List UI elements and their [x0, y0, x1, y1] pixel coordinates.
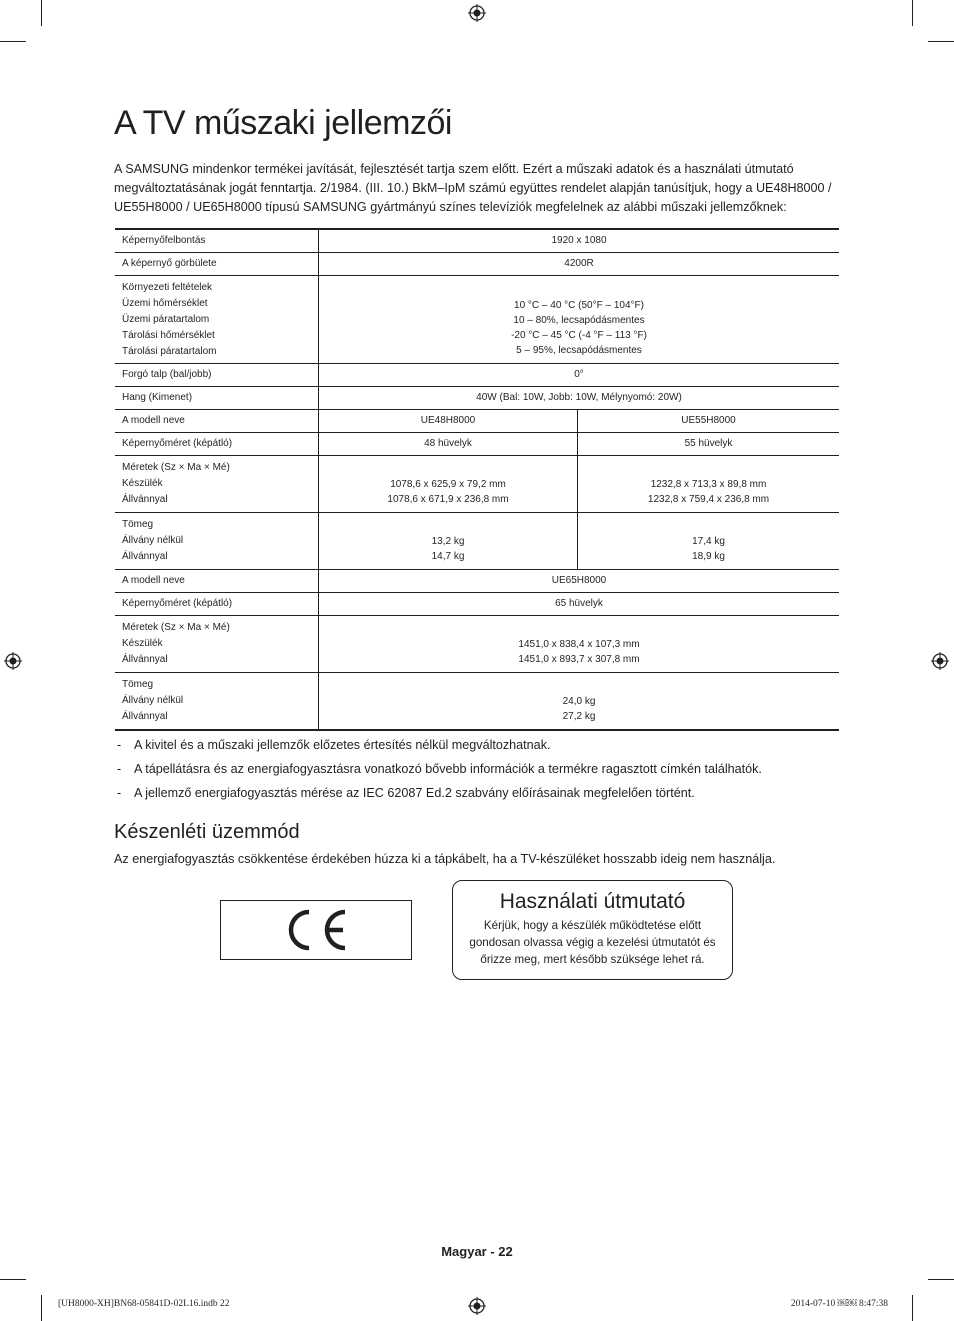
env-label: Tárolási páratartalom — [122, 345, 217, 357]
dims-with-stand: 1451,0 x 893,7 x 307,8 mm — [518, 653, 640, 665]
table-row — [115, 672, 839, 730]
spec-label — [115, 275, 319, 363]
footer-file-info: [UH8000-XH]BN68-05841D-02L16.indb 22 — [58, 1299, 230, 1309]
dims-label: Állvánnyal — [122, 653, 168, 665]
env-label: Tárolási hőmérséklet — [122, 329, 215, 341]
env-value: 10 °C – 40 °C (50°F – 104°F) — [514, 299, 644, 311]
screen-size: 48 hüvelyk — [319, 432, 578, 455]
weight-label: Állvánnyal — [122, 550, 168, 562]
table-row — [115, 409, 839, 432]
spec-label: Képernyőfelbontás — [115, 229, 319, 252]
spec-label: Képernyőméret (képátló) — [115, 592, 319, 615]
spec-label — [115, 455, 319, 512]
weight-no-stand: 13,2 kg — [431, 535, 465, 547]
weight-no-stand: 17,4 kg — [692, 535, 725, 547]
ce-mark-box — [220, 900, 412, 960]
weight-value — [578, 512, 840, 569]
weight-value — [319, 512, 578, 569]
env-value: 5 – 95%, lecsapódásmentes — [516, 344, 642, 356]
spec-label: Forgó talp (bal/jobb) — [115, 363, 319, 386]
dims-label: Állvánnyal — [122, 493, 168, 505]
crop-mark — [41, 0, 42, 26]
table-row — [115, 569, 839, 592]
dims-with-stand: 1078,6 x 671,9 x 236,8 mm — [387, 493, 509, 505]
weight-label: Állvány nélkül — [122, 534, 184, 546]
list-item — [114, 760, 762, 784]
notice-title: Használati útmutató — [499, 890, 686, 913]
dims-label: Méretek (Sz × Ma × Mé) — [122, 621, 230, 633]
weight-with-stand: 18,9 kg — [692, 550, 725, 562]
crop-mark — [41, 1295, 42, 1321]
screen-size: 65 hüvelyk — [319, 592, 840, 615]
notice-text — [453, 917, 732, 968]
bullet-dash: - — [117, 786, 122, 800]
dimensions-value — [319, 455, 578, 512]
crop-mark — [0, 41, 26, 42]
model-name: UE48H8000 — [319, 409, 578, 432]
notes-list — [114, 736, 762, 808]
weight-label: Állvánnyal — [122, 710, 168, 722]
model-name: UE65H8000 — [319, 569, 840, 592]
dims-label: Készülék — [122, 637, 163, 649]
crop-mark — [0, 1279, 26, 1280]
bullet-dash: - — [117, 762, 122, 776]
weight-value — [319, 672, 840, 730]
crop-mark — [912, 0, 913, 26]
notice-line: gondosan olvassa végig a kezelési útmutatót és — [469, 936, 716, 949]
table-row — [115, 252, 839, 275]
note-text: A tápellátásra és az energiafogyasztásra vonatkozó bővebb információk a termékre ragasztott címkén találhatók. — [134, 762, 762, 776]
spec-value: 40W (Bal: 10W, Jobb: 10W, Mélynyomó: 20W) — [319, 386, 840, 409]
env-label: Környezeti feltételek — [122, 281, 213, 293]
registration-mark-icon — [468, 4, 486, 22]
table-row — [115, 512, 839, 569]
crop-mark — [928, 41, 954, 42]
page-number — [0, 1244, 954, 1259]
spec-label: A modell neve — [115, 409, 319, 432]
table-row — [115, 275, 839, 363]
dims-with-stand: 1232,8 x 759,4 x 236,8 mm — [647, 493, 770, 505]
spec-table — [115, 228, 839, 731]
standby-heading: Készenléti üzemmód — [114, 821, 300, 843]
weight-with-stand: 27,2 kg — [562, 710, 596, 722]
spec-label: A modell neve — [115, 569, 319, 592]
env-label: Üzemi páratartalom — [122, 313, 210, 325]
weight-with-stand: 14,7 kg — [431, 550, 465, 562]
intro-paragraph: A SAMSUNG mindenkor termékei javítását, fejlesztését tartja szem előtt. Ezért a műszaki adatok és a használati útmutató megváltoztatásának jogát fenntartja. 2/1984. (III. 10.) BkM–IpM számú együttes rendelet alapján tanúsítjuk, hogy a UE48H8000 / UE55H8000 / UE65H8000 típusú SAMSUNG gyártmányú színes televíziók megfelelnek az alábbi műszaki jellemzőknek: — [114, 162, 832, 214]
spec-label — [115, 512, 319, 569]
ce-mark-icon — [283, 908, 349, 952]
spec-label: Hang (Kimenet) — [115, 386, 319, 409]
spec-label: A képernyő görbülete — [115, 252, 319, 275]
table-row — [115, 386, 839, 409]
crop-mark — [912, 1295, 913, 1321]
crop-mark — [928, 1279, 954, 1280]
user-manual-notice — [452, 880, 733, 980]
weight-no-stand: 24,0 kg — [562, 695, 596, 707]
weight-label: Tömeg — [122, 678, 154, 690]
list-item — [114, 784, 762, 808]
list-item — [114, 736, 762, 760]
dimensions-value — [319, 615, 840, 672]
notice-line: őrizze meg, mert később szüksége lehet rá. — [480, 953, 705, 966]
env-value: 10 – 80%, lecsapódásmentes — [513, 314, 645, 326]
dims-device: 1451,0 x 838,4 x 107,3 mm — [518, 638, 640, 650]
registration-mark-icon — [4, 652, 22, 670]
notice-line: Kérjük, hogy a készülék működtetése előtt — [483, 919, 702, 932]
dims-device: 1232,8 x 713,3 x 89,8 mm — [650, 478, 767, 490]
page-title: A TV műszaki jellemzői — [114, 104, 452, 142]
table-row — [115, 432, 839, 455]
dims-label: Készülék — [122, 477, 163, 489]
spec-label — [115, 615, 319, 672]
spec-value — [319, 275, 840, 363]
screen-size: 55 hüvelyk — [578, 432, 840, 455]
table-row — [115, 363, 839, 386]
spec-value: 1920 x 1080 — [551, 235, 607, 247]
weight-label: Tömeg — [122, 518, 154, 530]
env-label: Üzemi hőmérséklet — [122, 297, 208, 309]
table-row — [115, 455, 839, 512]
dims-label: Méretek (Sz × Ma × Mé) — [122, 461, 230, 473]
spec-label: Képernyőméret (képátló) — [115, 432, 319, 455]
standby-text: Az energiafogyasztás csökkentése érdekében húzza ki a tápkábelt, ha a TV-készüléket hosszabb ideig nem használja. — [114, 852, 776, 866]
bullet-dash: - — [117, 738, 122, 752]
table-row — [115, 229, 839, 252]
registration-mark-icon — [931, 652, 949, 670]
spec-value: 0° — [319, 363, 840, 386]
table-row — [115, 615, 839, 672]
footer-timestamp: 2014-07-10 ￼￼ 8:47:38 — [790, 1299, 888, 1309]
spec-value: 4200R — [319, 252, 840, 275]
dims-device: 1078,6 x 625,9 x 79,2 mm — [390, 478, 506, 490]
page-number-text: Magyar - 22 — [441, 1244, 513, 1259]
note-text: A kivitel és a műszaki jellemzők előzetes értesítés nélkül megváltozhatnak. — [134, 738, 551, 752]
env-value: -20 °C – 45 °C (-4 °F – 113 °F) — [511, 329, 647, 341]
registration-mark-icon — [468, 1297, 486, 1315]
spec-label — [115, 672, 319, 730]
weight-label: Állvány nélkül — [122, 694, 184, 706]
note-text: A jellemző energiafogyasztás mérése az IEC 62087 Ed.2 szabvány előírásainak megfelelően történt. — [134, 786, 695, 800]
model-name: UE55H8000 — [578, 409, 840, 432]
dimensions-value — [578, 455, 840, 512]
table-row — [115, 592, 839, 615]
